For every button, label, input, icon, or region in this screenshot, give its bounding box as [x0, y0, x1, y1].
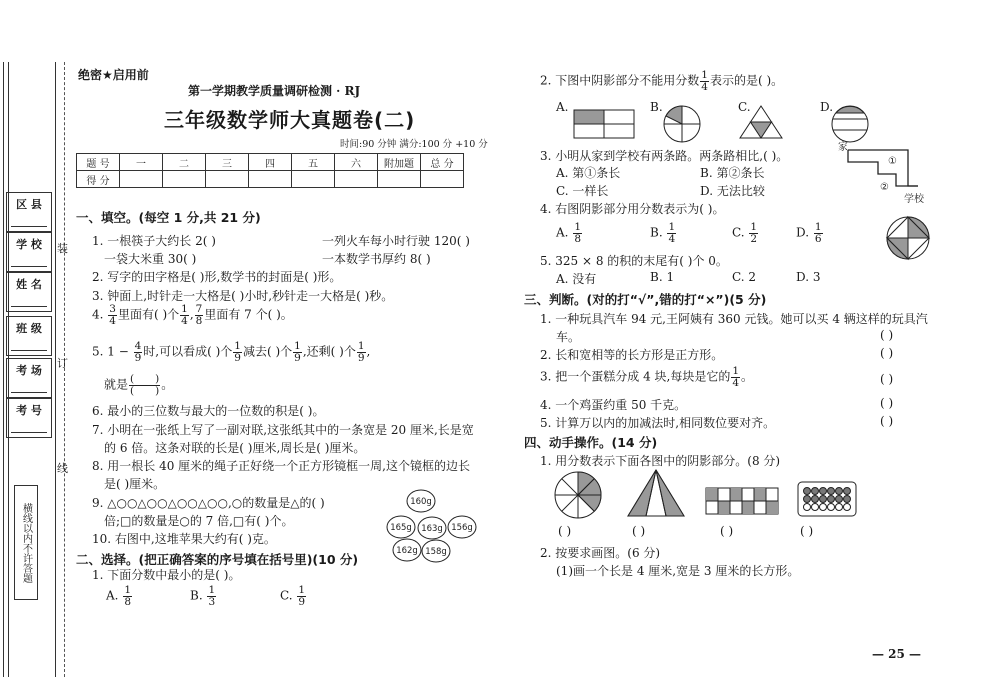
q2-2-option-d[interactable]: D. — [820, 100, 834, 114]
score-row: 得 分 — [77, 171, 464, 188]
q4-1-figure-3 — [706, 488, 778, 516]
page-number: — 25 — — [872, 647, 922, 661]
q1-3: 3. 钟面上,时针走一大格是( )小时,秒针走一大格是( )秒。 — [92, 289, 394, 303]
q3-2: 2. 长和宽相等的长方形是正方形。 — [540, 348, 724, 362]
q3-1a: 1. 一种玩具汽车 94 元,王阿姨有 360 元钱。她可以买 4 辆这样的玩具汽 — [540, 312, 928, 326]
q3-1b: 车。 — [556, 330, 581, 344]
strip-line — [3, 62, 4, 677]
q1-7b: 的 6 倍。这条对联的长是( )厘米,周长是( )厘米。 — [104, 441, 366, 455]
apple-weight: 163g — [421, 524, 443, 534]
q2-1-option-c[interactable]: C. $\frac{1}{9}$ — [280, 584, 306, 608]
q1-1d: 一本数学书厚约 8( ) — [322, 252, 431, 266]
q2-5-option-a[interactable]: A. 没有 — [556, 272, 597, 286]
q2-3-option-b[interactable]: B. 第②条长 — [700, 166, 765, 180]
field-exam-room[interactable]: 考 场 — [6, 358, 52, 398]
bind-char: 线 — [57, 462, 68, 475]
q2-5-option-c[interactable]: C. 2 — [732, 270, 757, 284]
fraction: $\frac{3}{4}$ — [109, 303, 116, 327]
answer-paren[interactable]: ( ) — [880, 372, 894, 386]
time-info: 时间:90 分钟 满分:100 分 +10 分 — [340, 139, 488, 150]
answer-paren[interactable]: ( ) — [558, 524, 572, 538]
q2-3-option-a[interactable]: A. 第①条长 — [556, 166, 621, 180]
q2-5: 5. 325 × 8 的积的末尾有( )个 0。 — [540, 254, 728, 268]
fraction: $\frac{1}{9}$ — [357, 340, 365, 364]
exam-subtitle: 第一学期教学质量调研检测 · RJ — [188, 84, 361, 98]
shape-b-figure — [662, 104, 702, 144]
q4-2: 2. 按要求画图。(6 分) — [540, 546, 661, 560]
answer-paren[interactable]: ( ) — [880, 396, 894, 410]
q3-5: 5. 计算万以内的加减法时,相同数位要对齐。 — [540, 416, 776, 430]
q2-4-option-d[interactable]: D. $\frac{1}{6}$ — [796, 221, 822, 245]
answer-paren[interactable]: ( ) — [800, 524, 814, 538]
q1-2: 2. 写字的田字格是( )形,数学书的封面是( )形。 — [92, 270, 342, 284]
bind-char: 装 — [57, 242, 68, 255]
q2-3-option-c[interactable]: C. 一样长 — [556, 184, 609, 198]
answer-paren[interactable]: ( ) — [880, 414, 894, 428]
blank-fraction[interactable]: $\frac{( )}{( )}$ — [130, 373, 160, 397]
map-school-label: 学校 — [904, 194, 924, 205]
q2-4-option-c[interactable]: C. $\frac{1}{2}$ — [732, 221, 758, 245]
q2-2: 2. 下图中阴影部分不能用分数 $\frac{1}{4}$ 表示的是( )。 — [540, 69, 784, 93]
q1-5b: 就是 $\frac{( )}{( )}$ 。 — [104, 373, 174, 397]
q2-3-option-d[interactable]: D. 无法比较 — [700, 184, 765, 198]
map-route-2-label: ② — [880, 182, 889, 193]
score-header-row: 题 号 一 二 三 四 五 六 附加题 总 分 — [77, 154, 464, 171]
field-exam-number[interactable]: 考 号 — [6, 398, 52, 438]
section-2-title: 二、选择。(把正确答案的序号填在括号里)(10 分) — [76, 552, 359, 567]
fraction: $\frac{1}{9}$ — [234, 340, 241, 364]
map-route-1-label: ① — [888, 156, 897, 167]
route-1 — [848, 150, 918, 186]
fraction: $\frac{1}{9}$ — [294, 340, 301, 364]
q1-9b: 倍;□的数量是○的 7 倍,□有( )个。 — [104, 514, 294, 528]
q4-1-figure-1 — [553, 470, 603, 520]
bind-char: 订 — [57, 357, 68, 370]
score-table — [76, 153, 464, 188]
field-district[interactable]: 区 县 — [6, 192, 52, 232]
answer-paren[interactable]: ( ) — [880, 346, 894, 360]
q1-10: 10. 右图中,这堆苹果大约有( )克。 — [92, 532, 276, 546]
route-map-figure — [838, 140, 938, 210]
answer-paren[interactable]: ( ) — [880, 328, 894, 342]
section-1-title: 一、填空。(每空 1 分,共 21 分) — [76, 210, 261, 225]
q1-7a: 7. 小明在一张纸上写了一副对联,这张纸其中的一条宽是 20 厘米,长是宽 — [92, 423, 474, 437]
field-school[interactable]: 学 校 — [6, 232, 52, 272]
answer-paren[interactable]: ( ) — [632, 524, 646, 538]
field-name[interactable]: 姓 名 — [6, 272, 52, 312]
shape-c-figure — [740, 106, 782, 140]
q2-5-option-b[interactable]: B. 1 — [650, 270, 675, 284]
apple-weight: 158g — [425, 547, 447, 557]
apple-weight: 162g — [396, 546, 418, 556]
q2-4-figure — [885, 215, 931, 261]
q2-2-option-b[interactable]: B. — [650, 100, 663, 114]
q1-6: 6. 最小的三位数与最大的一位数的积是( )。 — [92, 404, 325, 418]
section-4-title: 四、动手操作。(14 分) — [524, 435, 658, 450]
secret-label: 绝密★启用前 — [78, 68, 149, 82]
q3-3: 3. 把一个蛋糕分成 4 块,每块是它的 $\frac{1}{4}$ 。 — [540, 365, 754, 389]
q1-1b: 一列火车每小时行驶 120( ) — [322, 234, 470, 248]
exam-title: 三年级数学师大真题卷(二) — [164, 108, 416, 132]
q1-8a: 8. 用一根长 40 厘米的绳子正好绕一个正方形镜框一周,这个镜框的边长 — [92, 459, 470, 473]
apple-pile-figure — [385, 487, 480, 565]
strip-line — [55, 62, 56, 677]
q1-9a: 9. △○○△○○△○○△○○,○的数量是△的( ) — [92, 496, 325, 510]
q1-5: 5. 1 − $\frac{4}{9}$ 时,可以看成( )个 $\frac{1}{9}$ 减去( )个 $\frac{1}{9}$ ,还剩( )个 $\frac{1}{9}$ , — [92, 340, 371, 364]
fraction: $\frac{7}{8}$ — [195, 303, 203, 327]
q1-8b: 是( )厘米。 — [104, 477, 166, 491]
fraction: $\frac{4}{9}$ — [134, 340, 142, 364]
q1-1a: 1. 一根筷子大约长 2( ) — [92, 234, 216, 248]
q3-4: 4. 一个鸡蛋约重 50 千克。 — [540, 398, 687, 412]
q4-2a: (1)画一个长是 4 厘米,宽是 3 厘米的长方形。 — [556, 564, 800, 578]
apple-weight: 156g — [451, 523, 473, 533]
q4-1-figure-4 — [798, 482, 856, 518]
answer-paren[interactable]: ( ) — [720, 524, 734, 538]
q2-4-option-a[interactable]: A. $\frac{1}{8}$ — [556, 221, 581, 245]
apple-weight: 160g — [410, 497, 432, 507]
fraction: $\frac{1}{4}$ — [181, 303, 188, 327]
apple-weight: 165g — [390, 523, 412, 533]
fraction: $\frac{1}{4}$ — [732, 365, 740, 389]
fraction: $\frac{1}{4}$ — [701, 69, 708, 93]
q2-2-option-a[interactable]: A. — [556, 100, 569, 114]
q2-3: 3. 小明从家到学校有两条路。两条路相比,( )。 — [540, 149, 789, 163]
map-home-label: 家 — [838, 142, 848, 153]
q1-4: 4. $\frac{3}{4}$ 里面有( )个 $\frac{1}{4}$ , $\frac{7}{8}$ 里面有 7 个( )。 — [92, 303, 293, 327]
q4-1: 1. 用分数表示下面各图中的阴影部分。(8 分) — [540, 454, 781, 468]
q2-2-option-c[interactable]: C. — [738, 100, 751, 114]
q2-4: 4. 右图阴影部分用分数表示为( )。 — [540, 202, 725, 216]
q2-1-option-a[interactable]: A. $\frac{1}{8}$ — [106, 584, 131, 608]
no-answer-notice: 横线以内不许答题 — [14, 485, 38, 600]
field-class[interactable]: 班 级 — [6, 316, 52, 356]
section-3-title: 三、判断。(对的打“√”,错的打“×”)(5 分) — [524, 292, 767, 307]
shape-d-figure — [830, 104, 870, 144]
q1-1c: 一袋大米重 30( ) — [104, 252, 197, 266]
q2-1-option-b[interactable]: B. $\frac{1}{3}$ — [190, 584, 216, 608]
q4-1-figure-2 — [628, 470, 684, 518]
q2-1: 1. 下面分数中最小的是( )。 — [92, 568, 241, 582]
shape-a-figure — [574, 110, 634, 140]
q2-4-option-b[interactable]: B. $\frac{1}{4}$ — [650, 221, 676, 245]
q2-5-option-d[interactable]: D. 3 — [796, 270, 821, 284]
